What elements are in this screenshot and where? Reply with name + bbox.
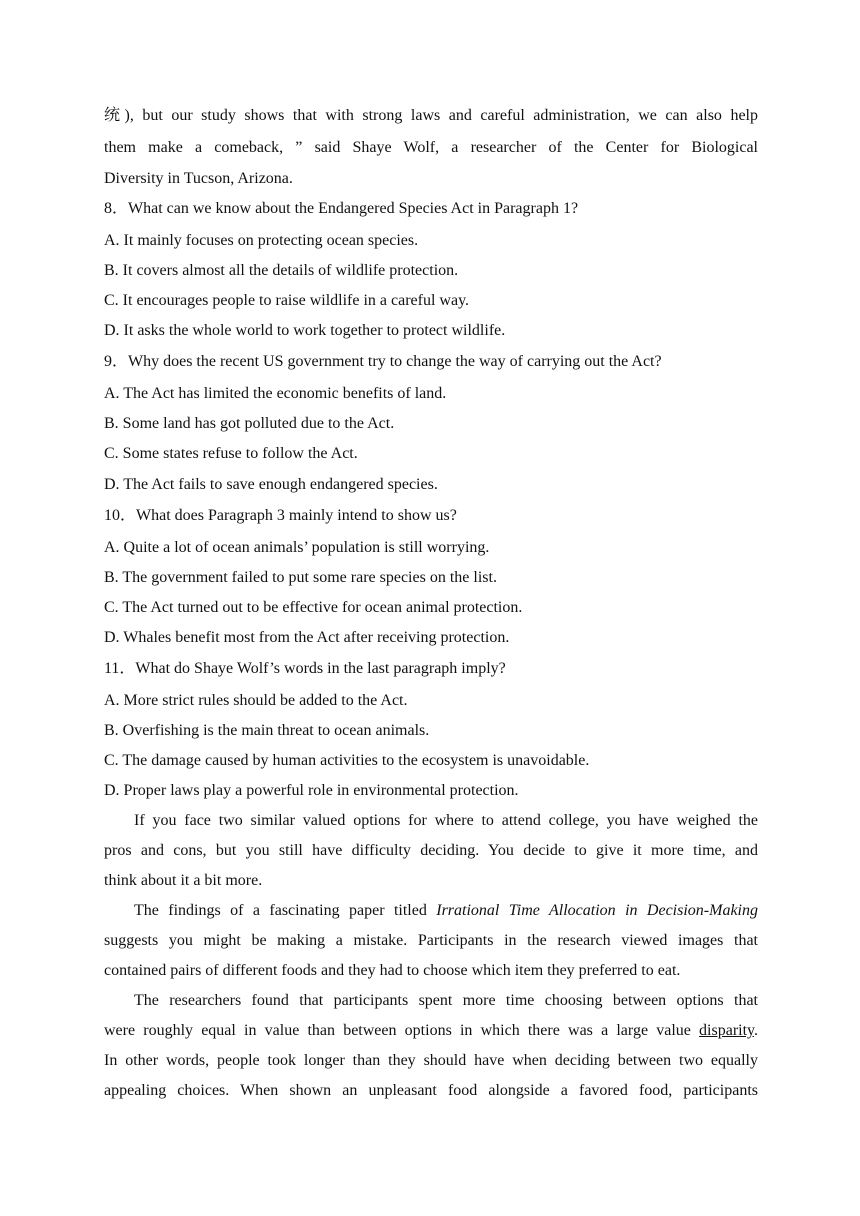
question-option: B. The government failed to put some rare species on the list.	[104, 569, 497, 586]
question-option: A. The Act has limited the economic benefits of land.	[104, 385, 447, 402]
passage-text: .	[754, 1022, 758, 1039]
question-stem: 11．What do Shaye Wolf’s words in the last paragraph imply?	[104, 660, 506, 677]
question-option: B. It covers almost all the details of wildlife protection.	[104, 262, 459, 279]
question-option: C. The damage caused by human activities to the ecosystem is unavoidable.	[104, 752, 590, 769]
question-option: D. It asks the whole world to work together to protect wildlife.	[104, 322, 506, 339]
question-option: C. The Act turned out to be effective for ocean animal protection.	[104, 599, 523, 616]
passage-line: The researchers found that participants spent more time choosing between options that	[134, 992, 758, 1009]
passage-text: were roughly equal in value than between options in which there was a large value	[104, 1022, 700, 1039]
intro-line: Diversity in Tucson, Arizona.	[104, 170, 293, 187]
question-option: D. The Act fails to save enough endangered species.	[104, 476, 438, 493]
passage-line: think about it a bit more.	[104, 872, 263, 889]
question-stem: 10．What does Paragraph 3 mainly intend to show us?	[104, 507, 457, 524]
question-option: C. It encourages people to raise wildlife in a careful way.	[104, 292, 470, 309]
passage-line: pros and cons, but you still have difficulty deciding. You decide to give it more time, and	[104, 842, 758, 859]
question-option: B. Overfishing is the main threat to ocean animals.	[104, 722, 430, 739]
question-stem: 8．What can we know about the Endangered Species Act in Paragraph 1?	[104, 200, 579, 217]
passage-line: appealing choices. When shown an unpleasant food alongside a favored food, participants	[104, 1082, 758, 1099]
question-option: A. Quite a lot of ocean animals’ population is still worrying.	[104, 539, 490, 556]
question-option: D. Whales benefit most from the Act after receiving protection.	[104, 629, 510, 646]
question-option: B. Some land has got polluted due to the Act.	[104, 415, 395, 432]
intro-line: 统), but our study shows that with strong laws and careful administration, we can also help	[104, 107, 758, 124]
passage-line: suggests you might be making a mistake. Participants in the research viewed images that	[104, 932, 758, 949]
passage-text: The findings of a fascinating paper titled	[134, 902, 437, 919]
question-option: A. More strict rules should be added to the Act.	[104, 692, 408, 709]
paper-title: Irrational Time Allocation in Decision-Making	[436, 902, 759, 919]
passage-line: contained pairs of different foods and they had to choose which item they preferred to eat.	[104, 962, 681, 979]
intro-line: them make a comeback, ” said Shaye Wolf, a researcher of the Center for Biological	[104, 139, 758, 156]
question-stem: 9．Why does the recent US government try to change the way of carrying out the Act?	[104, 353, 662, 370]
passage-line: If you face two similar valued options for where to attend college, you have weighed the	[134, 812, 758, 829]
passage-line: In other words, people took longer than they should have when deciding between two equally	[104, 1052, 758, 1069]
question-option: D. Proper laws play a powerful role in environmental protection.	[104, 782, 519, 799]
question-option: A. It mainly focuses on protecting ocean species.	[104, 232, 419, 249]
question-option: C. Some states refuse to follow the Act.	[104, 445, 358, 462]
passage-line	[134, 901, 758, 921]
passage-line	[104, 1021, 758, 1041]
underlined-word: disparity	[699, 1022, 754, 1039]
